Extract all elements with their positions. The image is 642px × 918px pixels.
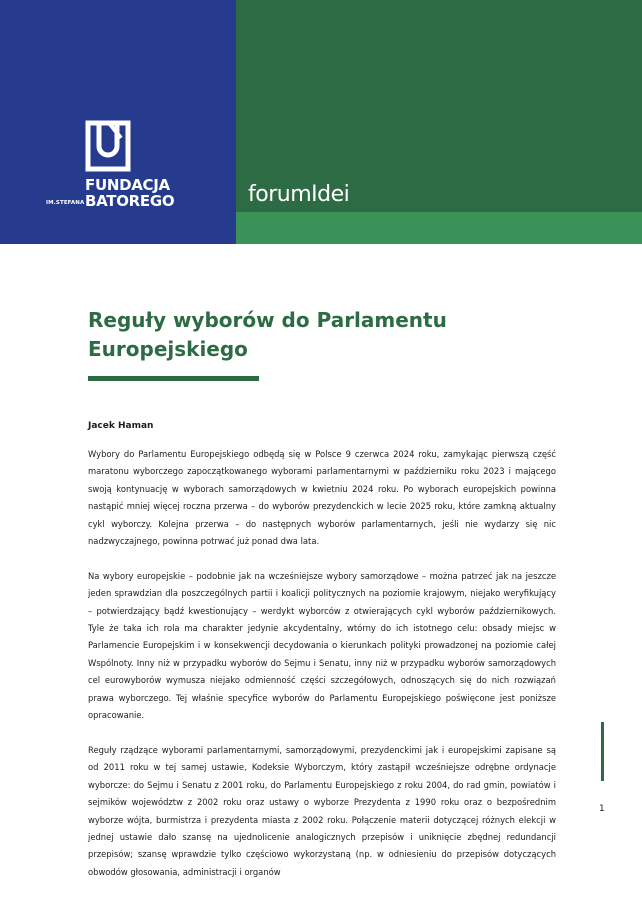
body-paragraph: Wybory do Parlamentu Europejskiego odbędą się w Polsce 9 czerwca 2024 roku, zamykając pierwszą część maratonu wyborczego zapoczątkowanego wyborami parlamentarnymi w październiku roku 2023 i mającego swoją kontynuację w wyborach samorządowych w kwietniu 2024 roku. Po wyborach europejskich powinna nastąpić mniej więcej roczna przerwa – do wyborów prezydenckich w lecie 2025 roku, które zamkną aktualny cykl wyborczy. Kolejna przerwa – do następnych wyborów parlamentarnych, jeśli nie wydarzy się nic nadzwyczajnego, powinna potrwać już ponad dwa lata. <box>88 449 556 547</box>
article-body <box>88 446 556 899</box>
foundation-logo-panel <box>0 0 236 244</box>
foundation-logo-icon <box>85 120 131 172</box>
series-banner-stripe <box>236 212 642 244</box>
page-header <box>0 0 642 244</box>
body-paragraph: Reguły rządzące wyborami parlamentarnymi, samorządowymi, prezydenckimi jak i europejskimi zapisane są od 2011 roku w tej samej ustawie, Kodeksie Wyborczym, który zastąpił wcześniejsze odrębne ordynacje wyborcze: do Sejmu i Senatu z 2001 roku, do Parlamentu Europejskiego z roku 2004, do rad gmin, powiatów i sejmików województw z 2002 roku oraz ustawy o wyborze Prezydenta z 1990 roku oraz o bezpośrednim wyborze wójta, burmistrza i prezydenta miasta z 2002 roku. Połączenie materii dotyczącej różnych elekcji w jednej ustawie dało szansę na ujednolicenie analogicznych przepisów i uniknięcie zbędnej redundancji przepisów; szansę wprawdzie tylko częściowo wykorzystaną (np. w odniesieniu do przepisów dotyczących obwodów głosowania, administracji i organów <box>88 744 556 877</box>
title-underline <box>88 376 259 381</box>
logo-text-fundacja: FUNDACJA <box>85 176 170 194</box>
body-paragraph: Na wybory europejskie – podobnie jak na wcześniejsze wybory samorządowe – można patrzeć jak na jeszcze jeden sprawdzian dla poszczególnych partii i koalicji politycznych na poziomie krajowym, niejako weryfikujący – potwierdzający bądź kwestionujący – werdykt wyborców z otwierających cykl wyborów październikowych. Tyle że taka ich rola ma charakter jedynie akcydentalny, wtórny do ich istotnego celu: obsady miejsc w Parlamencie Europejskim i w konsekwencji decydowania o kierunkach polityki prowadzonej na poziomie całej Wspólnoty. Inny niż w przypadku wyborów do Sejmu i Senatu, inny niż w przypadku wyborów samorządowych cel eurowyborów wymusza niejako odmienność części szczegółowych, odnoszących się do nich rozwiązań prawa wyborczego. Tej właśnie specyfice wyborów do Parlamentu Europejskiego poświęcone jest poniższe opracowanie. <box>88 570 556 721</box>
series-name: forumIdei <box>248 182 350 207</box>
logo-text-prefix: IM.STEFANA <box>46 200 85 206</box>
logo-text-batorego: BATOREGO <box>85 192 175 210</box>
margin-marker <box>601 722 604 781</box>
page-number: 1 <box>599 804 605 814</box>
article-author: Jacek Haman <box>88 421 154 431</box>
article-title: Reguły wyborów do Parlamentu Europejskiego <box>88 308 447 361</box>
